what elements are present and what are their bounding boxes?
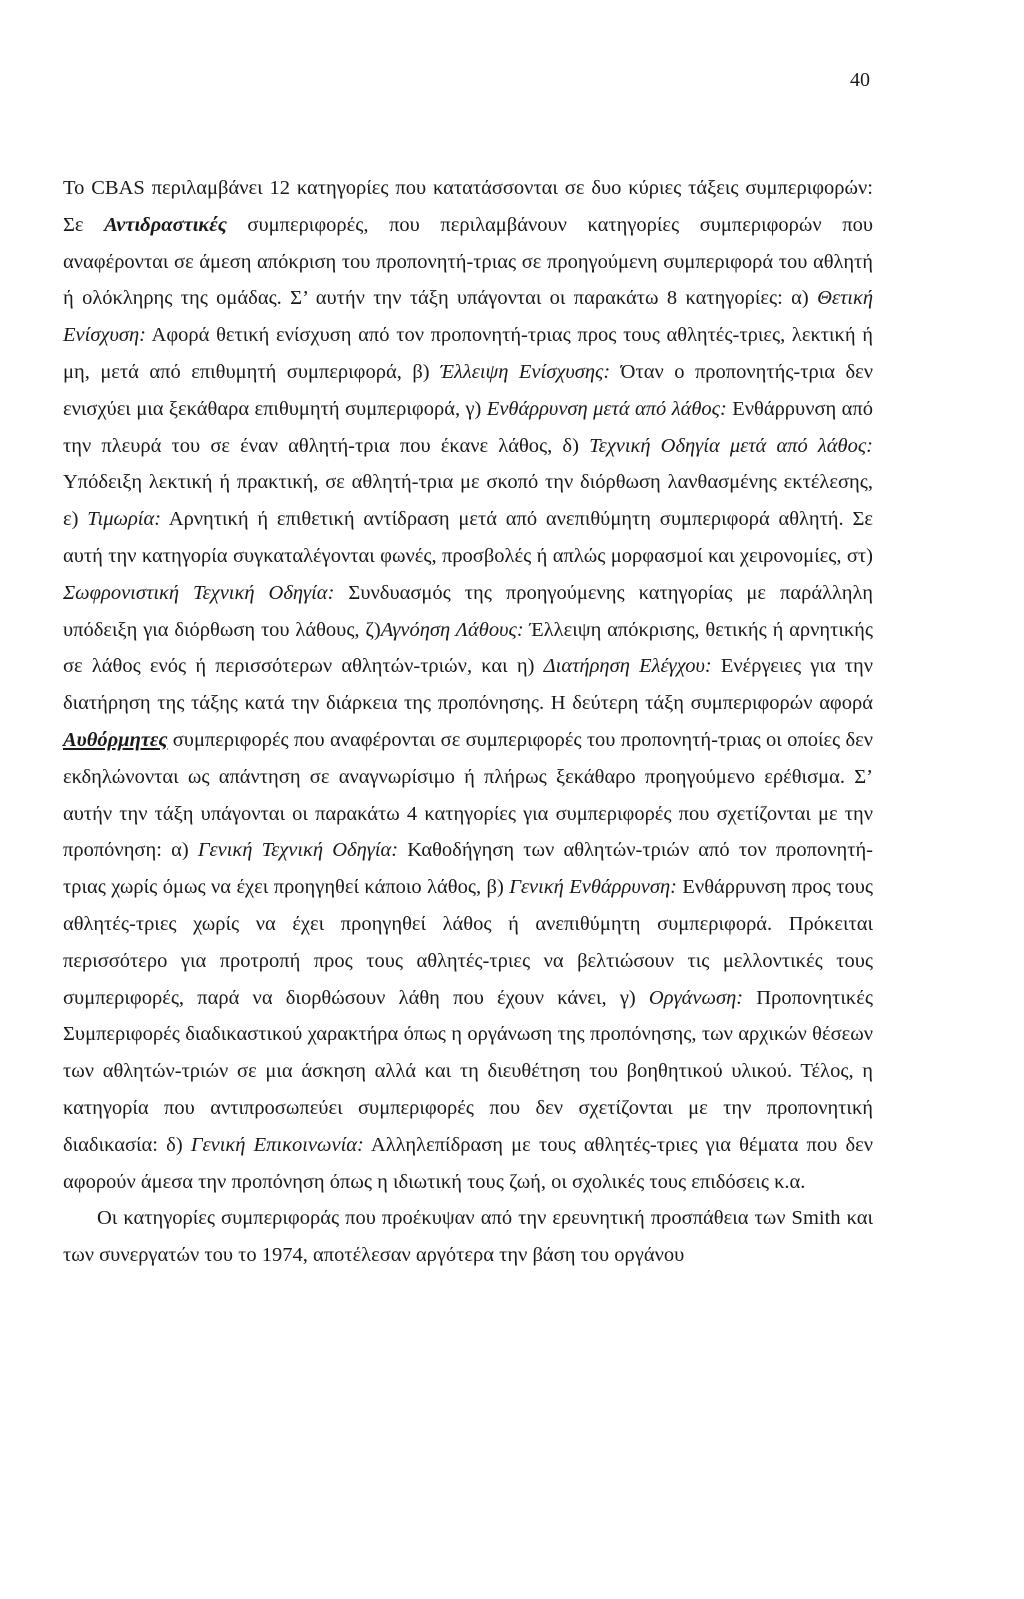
- emphasized-term: Σωφρονιστική Τεχνική Οδηγία:: [63, 581, 335, 604]
- paragraph-smith-origin: [63, 1200, 873, 1274]
- text-run: Οι κατηγορίες συμπεριφοράς που προέκυψαν από την ερευνητική προσπάθεια των Smith και των συνεργατών του το 1974, αποτέλεσαν αργότερα την βάση του οργάνου: [63, 1207, 873, 1267]
- text-run: Όταν ο προπονητής-τρια δεν ενισχύει μια ξεκάθαρα επιθυμητή συμπεριφορά, γ): [63, 360, 874, 420]
- emphasized-term: Αγνόηση Λάθους:: [380, 618, 524, 641]
- text-run: Ενθάρρυνση προς τους αθλητές-τριες χωρίς να έχει προηγηθεί λάθος ή ανεπιθύμητη συμπεριφορά. Πρόκειται περισσότερο για προτροπή προς τους αθλητές-τριες να βελτιώσουν τις μελλοντικές τους συμπεριφορές, παρά να διορθώσουν λάθη που έχουν κάνει, γ): [63, 876, 873, 1009]
- emphasized-term: Διατήρηση Ελέγχου:: [543, 655, 712, 678]
- text-run: Προπονητικές Συμπεριφορές διαδικαστικού χαρακτήρα όπως η οργάνωση της προπόνησης, των αρχικών θέσεων των αθλητών-τριών σε μια άσκηση αλλά και τη διευθέτηση του βοηθητικού υλικού. Τέλος, η κατηγορία που αντιπροσωπεύει συμπεριφορές που δεν σχετίζονται με την προπονητική διαδικασία: δ): [63, 986, 873, 1156]
- text-run: Αφορά θετική ενίσχυση από τον προπονητή-τριας προς τους αθλητές-τριες, λεκτική ή μη, μετά από επιθυμητή συμπεριφορά, β): [63, 324, 873, 383]
- emphasized-term: Γενική Τεχνική Οδηγία:: [197, 839, 399, 862]
- text-run: Αλληλεπίδραση με τους αθλητές-τριες για θέματα που δεν αφορούν άμεσα την προπόνηση όπως η ιδιωτική τους ζωή, οι σχολικές τους επιδόσεις κ.α.: [63, 1133, 874, 1193]
- emphasized-term: Έλλειψη Ενίσχυσης:: [440, 360, 611, 383]
- paragraph-cbas-categories: [63, 170, 873, 1200]
- text-run: Έλλειψη απόκρισης, θετικής ή αρνητικής σε λάθος ενός ή περισσότερων αθλητών-τριών, και η): [63, 618, 874, 678]
- emphasized-term: Γενική Επικοινωνία:: [190, 1133, 364, 1156]
- emphasized-term: Οργάνωση:: [648, 986, 744, 1009]
- text-run: συμπεριφορές που αναφέρονται σε συμπεριφορές του προπονητή-τριας οι οποίες δεν εκδηλώνονται ως απάντηση σε αναγνωρίσιμο ή πλήρως ξεκάθαρο προηγούμενο ερέθισμα. Σ’ αυτήν την τάξη υπάγονται οι παρακάτω 4 κατηγορίες για συμπεριφορές που σχετίζονται με την προπόνηση: α): [63, 728, 873, 862]
- emphasized-term: Αντιδραστικές: [104, 213, 227, 236]
- text-run: Υπόδειξη λεκτική ή πρακτική, σε αθλητή-τρια με σκοπό την διόρθωση λανθασμένης εκτέλεσης, ε): [63, 471, 873, 531]
- emphasized-term: Ενθάρρυνση μετά από λάθος:: [486, 397, 727, 420]
- emphasized-term: Γενική Ενθάρρυνση:: [509, 876, 677, 899]
- emphasized-term: Αυθόρμητες: [63, 728, 168, 751]
- text-run: Ενέργειες για την διατήρηση της τάξης κατά την διάρκεια της προπόνησης. Η δεύτερη τάξη συμπεριφορών αφορά: [63, 655, 874, 715]
- text-run: Αρνητική ή επιθετική αντίδραση μετά από ανεπιθύμητη συμπεριφορά αθλητή. Σε αυτή την κατηγορία συγκαταλέγονται φωνές, προσβολές ή απλώς μορφασμοί και χειρονομίες, στ): [63, 508, 873, 567]
- page-number: 40: [850, 69, 870, 91]
- body-text: [63, 170, 873, 1274]
- text-run: Το CBAS περιλαμβάνει 12 κατηγορίες που κατατάσσονται σε δυο κύριες τάξεις συμπεριφορών: Σε: [63, 177, 873, 236]
- text-run: Συνδυασμός της προηγούμενης κατηγορίας με παράλληλη υπόδειξη για διόρθωση του λάθους, ζ): [63, 581, 873, 641]
- emphasized-term: Τιμωρία:: [87, 508, 162, 531]
- text-run: Ενθάρρυνση από την πλευρά του σε έναν αθλητή-τρια που έκανε λάθος, δ): [63, 397, 873, 457]
- text-run: συμπεριφορές, που περιλαμβάνουν κατηγορίες συμπεριφορών που αναφέρονται σε άμεση απόκριση του προπονητή-τριας σε προηγούμενη συμπεριφορά του αθλητή ή ολόκληρης της ομάδας. Σ’ αυτήν την τάξη υπάγονται οι παρακάτω 8 κατηγορίες: α): [63, 213, 874, 310]
- text-run: Καθοδήγηση των αθλητών-τριών από τον προπονητή-τριας χωρίς όμως να έχει προηγηθεί κάποιο λάθος, β): [63, 839, 873, 899]
- emphasized-term: Θετική Ενίσχυση:: [63, 287, 873, 347]
- emphasized-term: Τεχνική Οδηγία μετά από λάθος:: [589, 434, 873, 457]
